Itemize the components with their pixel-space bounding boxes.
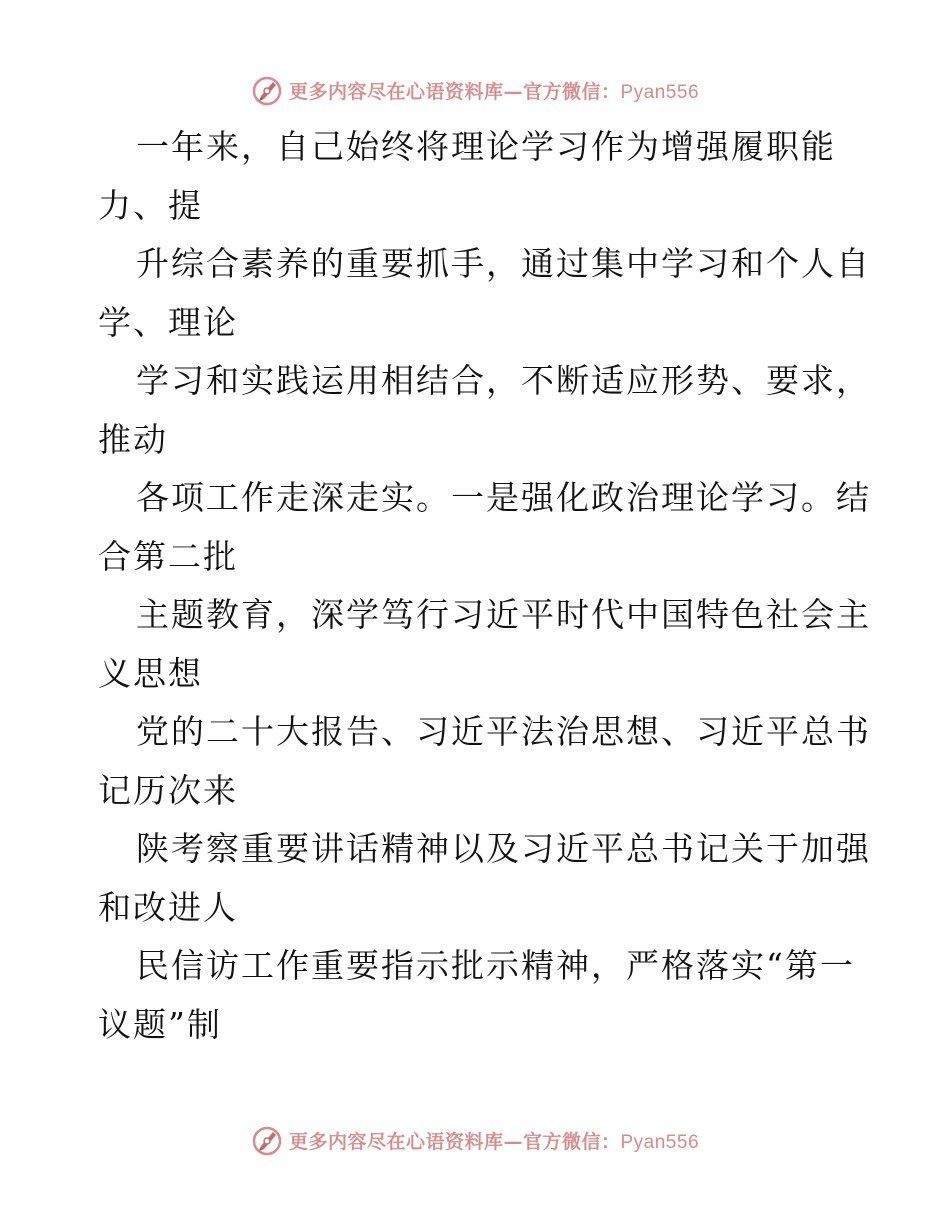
paragraph-first-line: 党的二十大报告、习近平法治思想、习近平总书 <box>136 712 871 751</box>
watermark-text <box>289 77 699 104</box>
paragraph-first-line: 主题教育，深学笃行习近平时代中国特色社会主 <box>136 595 871 634</box>
header-watermark <box>0 72 950 108</box>
watermark-id-text: Pyan556 <box>620 1131 700 1153</box>
paragraph-continuation: 记历次来 <box>98 770 238 810</box>
paragraph-continuation: 力、提 <box>98 185 203 225</box>
document-body <box>98 118 878 1054</box>
paragraph-first-line: 民信访工作重要指示批示精神，严格落实“第一 <box>136 946 855 985</box>
paragraph-first-line: 学习和实践运用相结合，不断适应形势、要求， <box>136 361 871 400</box>
watermark-site-text: 更多内容尽在心语资料库—官方微信： <box>288 80 621 103</box>
paragraph-first-line: 各项工作走深走实。一是强化政治理论学习。结 <box>136 478 871 517</box>
paragraph <box>98 820 878 937</box>
watermark-id-text: Pyan556 <box>620 81 700 103</box>
paragraph <box>98 235 878 352</box>
footer-watermark <box>0 1122 950 1158</box>
watermark-text <box>289 1127 699 1154</box>
paragraph-continuation: 学、理论 <box>98 302 238 342</box>
paragraph-continuation: 义思想 <box>98 653 203 693</box>
paragraph <box>98 352 878 469</box>
pen-logo-icon <box>251 1124 283 1156</box>
watermark-group <box>251 1124 699 1156</box>
paragraph-first-line: 升综合素养的重要抓手，通过集中学习和个人自 <box>136 244 871 283</box>
watermark-group <box>251 74 699 106</box>
paragraph <box>98 586 878 703</box>
paragraph-continuation: 合第二批 <box>98 536 238 576</box>
pen-logo-icon <box>251 74 283 106</box>
watermark-site-text: 更多内容尽在心语资料库—官方微信： <box>288 1130 621 1153</box>
paragraph-continuation: 议题”制 <box>98 1004 222 1044</box>
paragraph-continuation: 推动 <box>98 419 168 459</box>
paragraph-first-line: 陕考察重要讲话精神以及习近平总书记关于加强 <box>136 829 871 868</box>
paragraph <box>98 469 878 586</box>
paragraph <box>98 118 878 235</box>
paragraph <box>98 937 878 1054</box>
paragraph-first-line: 一年来，自己始终将理论学习作为增强履职能 <box>136 127 836 166</box>
paragraph <box>98 703 878 820</box>
paragraph-continuation: 和改进人 <box>98 887 238 927</box>
